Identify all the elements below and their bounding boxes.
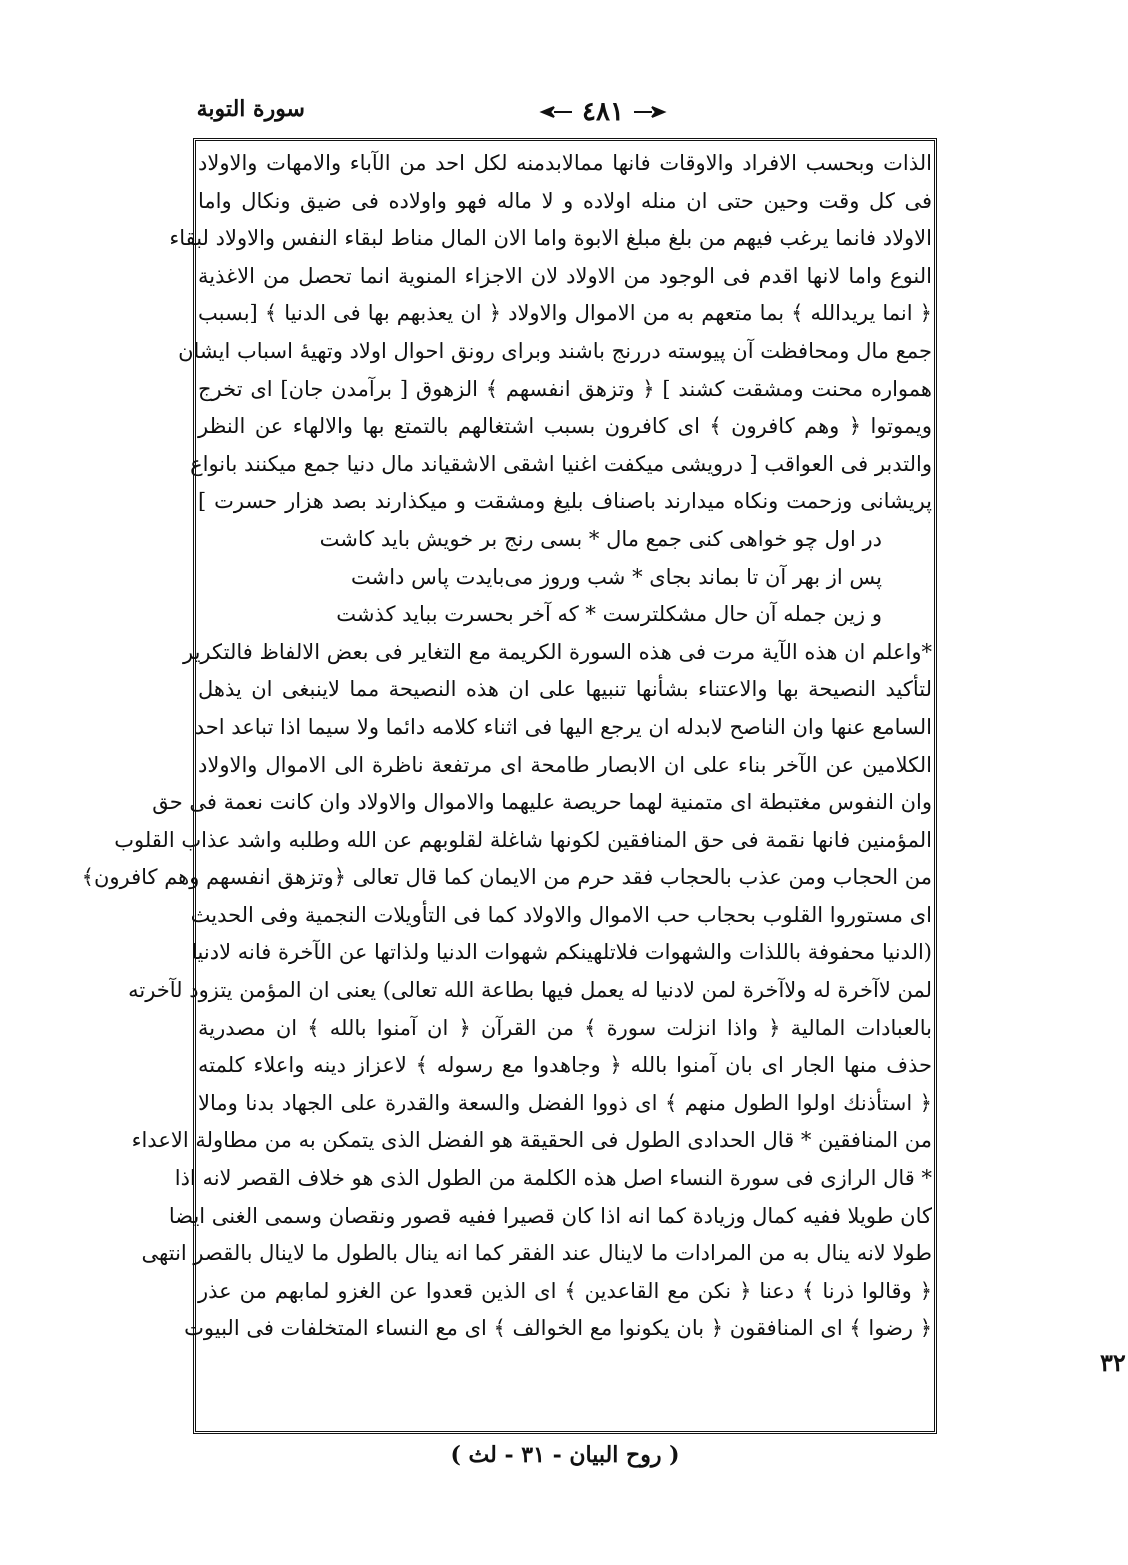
- text-line: ﴿ رضوا ﴾ اى المنافقون ﴿ بان يكونوا مع الخوالف ﴾ اى مع النساء المتخلفات فى البيوت: [184, 1316, 932, 1341]
- text-line: من الحجاب ومن عذب بالحجاب فقد حرم من الايمان كما قال تعالى ﴿وتزهق انفسهم وهم كافرون﴾: [81, 865, 932, 890]
- text-line: جمع مال ومحافظت آن پيوسته دررنج باشند وبراى رونق احوال اولاد وتهيهٔ اسباب ايشان: [178, 338, 932, 363]
- text-line: اى مستوروا القلوب بحجاب حب الاموال والاولاد كما فى التأويلات النجمية وفى الحديث: [190, 902, 932, 927]
- body-text: [81, 145, 933, 1348]
- text-line: والتدبر فى العواقب [ درويشى ميكفت اغنيا اشقى الاشقياند مال دنيا جمع ميكنند بانواع: [190, 451, 932, 476]
- text-line: الذات وبحسب الافراد والاوقات فانها ممالابدمنه لكل احد من الآباء والامهات والاولاد: [198, 151, 932, 175]
- text-line: همواره محنت ومشقت كشند ] ﴿ وتزهق انفسهم ﴾ الزهوق [ برآمدن جان] اى تخرج: [198, 376, 932, 401]
- text-line: پريشانى وزحمت ونكاه ميدارند باصناف بليغ ومشقت و ميكذارند بصد هزار حسرت ]: [198, 489, 932, 514]
- text-line: *واعلم ان هذه الآية مرت فى هذه السورة الكريمة مع التغاير فى بعض الالفاظ فالتكرير: [183, 639, 932, 664]
- text-line: وان النفوس مغتبطة اى متمنية لهما حريصة عليهما والاموال والاولاد وان كانت نعمة فى حق: [152, 790, 932, 815]
- text-line: ﴿ استأذنك اولوا الطول منهم ﴾ اى ذووا الفضل والسعة والقدرة على الجهاد بدنا ومالا: [198, 1090, 932, 1115]
- footer-signature: ( روح البيان - ٣١ - لث ): [450, 1442, 680, 1468]
- text-line: السامع عنها وان الناصح لابدله ان يرجع اليها فى اثناء كلامه دائما ولا سيما اذا تباعد احد: [194, 714, 932, 739]
- text-line: الكلامين عن الآخر بناء على ان الابصار طامحة اى مرتفعة ناظرة الى الاموال والاولاد: [198, 752, 932, 777]
- poem-line: و زين جمله آن حال مشكلترست * كه آخر بحسرت ببايد كذشت: [336, 602, 882, 627]
- text-line: الاولاد فانما يرغب فيهم من بلغ مبلغ الابوة واما الان المال مناط لبقاء النفس والاولاد لبقاء: [169, 226, 932, 251]
- text-line: كان طويلا ففيه كمال وزيادة كما انه اذا كان قصيرا ففيه قصور ونقصان وسمى الغنى ايضا: [168, 1203, 932, 1228]
- text-line: بالعبادات المالية ﴿ واذا انزلت سورة ﴾ من القرآن ﴿ ان آمنوا بالله ﴾ ان مصدرية: [198, 1015, 932, 1040]
- poem-line: پس از بهر آن تا بماند بجاى * شب وروز مى‌بايدت پاس داشت: [351, 564, 882, 589]
- text-line: من المنافقين * قال الحدادى الطول فى الحقيقة هو الفضل الذى يتمكن به من مطاولة الاعداء: [131, 1128, 932, 1153]
- text-line: حذف منها الجار اى بان آمنوا بالله ﴿ وجاهدوا مع رسوله ﴾ لاعزاز دينه واعلاء كلمته: [198, 1053, 932, 1078]
- page-number: ٤٨١: [582, 97, 624, 127]
- page-number-block: [503, 94, 703, 130]
- text-line: طولا لانه ينال به من المرادات ما لاينال عند الفقر كما انه ينال بالطول ما لاينال بالقصر انتهى: [141, 1241, 932, 1266]
- poem-line: در اول چو خواهى كنى جمع مال * بسى رنج بر خويش بايد كاشت: [319, 526, 882, 551]
- ornament-right-icon: [632, 105, 666, 119]
- text-line: ويموتوا ﴿ وهم كافرون ﴾ اى كافرون بسبب اشتغالهم بالتمتع بها والالهاء عن النظر: [198, 414, 932, 439]
- surah-title: سورة التوبة: [196, 96, 305, 122]
- text-line: النوع واما لانها اقدم فى الوجود من الاولاد لان الاجزاء المنوية انما تحصل من الاغذية: [198, 263, 932, 288]
- text-line: * قال الرازى فى سورة النساء اصل هذه الكلمة من الطول الذى هو خلاف القصر لانه اذا: [174, 1166, 932, 1191]
- text-line: المؤمنين فانها نقمة فى حق المنافقين لكونها شاغلة لقلوبهم عن الله وطلبه واشد عذاب القلوب: [114, 827, 932, 852]
- text-line: لتأكيد النصيحة بها والاعتناء بشأنها تنبيها على ان هذه النصيحة مما لاينبغى ان يذهل: [198, 677, 932, 702]
- text-line: لمن لاآخرة له ولاآخرة لمن لادنيا له يعمل فيها بطاعة الله تعالى) يعنى ان المؤمن يتزود لآخرته: [128, 978, 932, 1003]
- text-line: ﴿ وقالوا ذرنا ﴾ دعنا ﴿ نكن مع القاعدين ﴾ اى الذين قعدوا عن الغزو لمابهم من عذر: [198, 1278, 933, 1303]
- margin-mark: ٣٢: [1100, 1348, 1126, 1377]
- text-line: فى كل وقت وحين حتى ان منله اولاده و لا ماله فهو واولاده فى ضيق ونكال واما: [198, 188, 932, 213]
- text-line: ﴿ انما يريدالله ﴾ بما متعهم به من الاموال والاولاد ﴿ ان يعذبهم بها فى الدنيا ﴾ [بسبب: [198, 301, 932, 326]
- text-line: (الدنيا محفوفة باللذات والشهوات فلاتلهينكم شهوات الدنيا ولذاتها عن الآخرة فانه لادنيا: [191, 940, 932, 965]
- ornament-left-icon: [540, 105, 574, 119]
- page-header: [195, 92, 935, 138]
